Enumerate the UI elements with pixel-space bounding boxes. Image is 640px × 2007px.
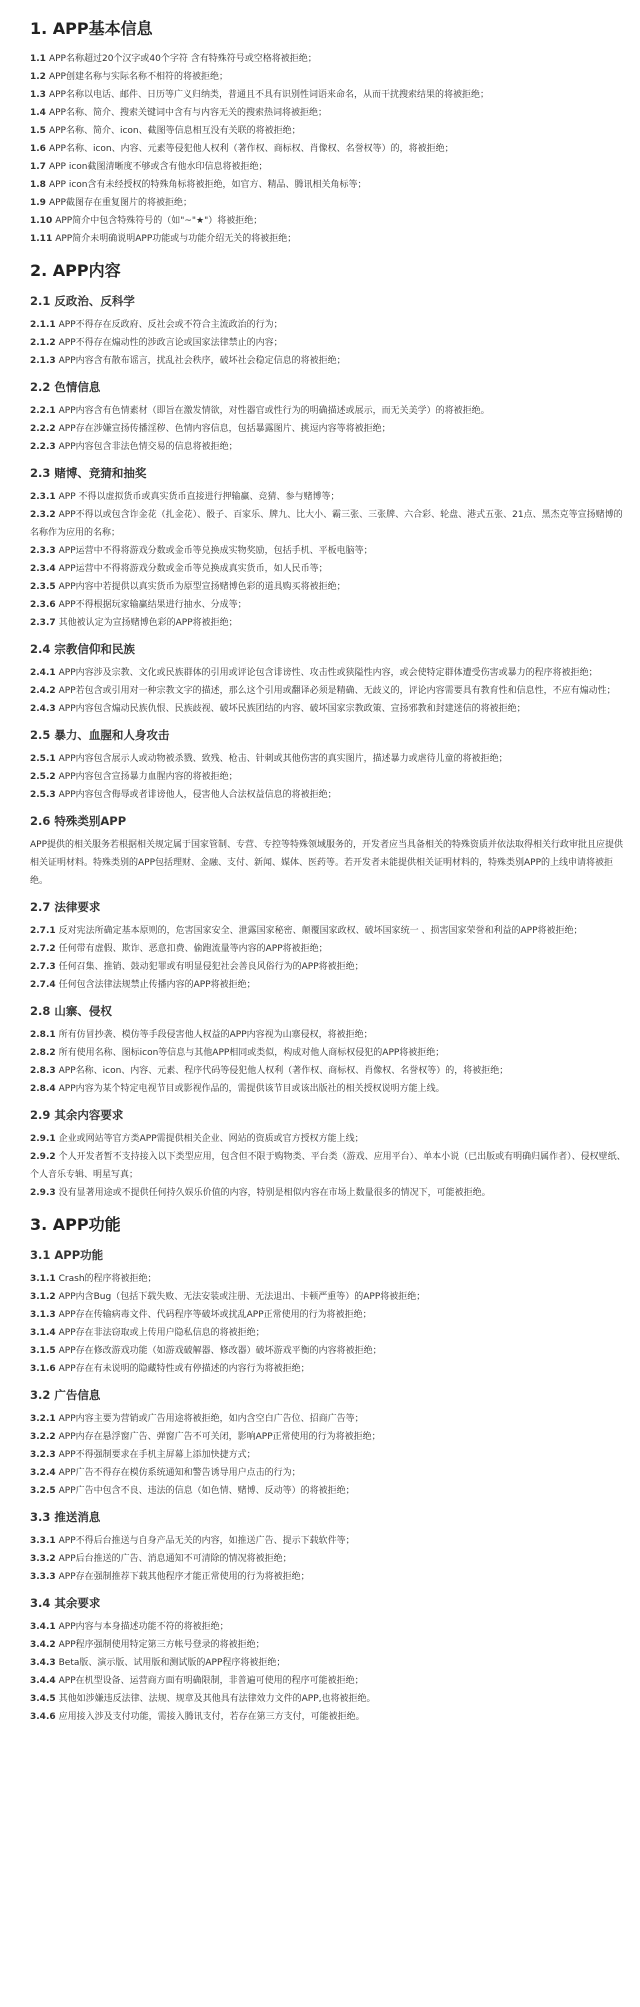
rule-number: 3.3.1: [30, 1536, 56, 1546]
rule-item: [30, 614, 626, 632]
rule-number: 3.2.4: [30, 1468, 56, 1478]
subsection-title: 2.1 反政治、反科学: [30, 294, 135, 308]
rule-text: 任何带有虚假、欺诈、恶意扣费、偷跑流量等内容的APP将被拒绝；: [58, 944, 328, 954]
rule-text: APP内容中若提供以真实货币为原型宣扬赌博色彩的道具购买将被拒绝；: [58, 582, 346, 592]
rule-number: 3.3.3: [30, 1572, 56, 1582]
rule-item: [30, 1044, 626, 1062]
rule-number: 2.1.3: [30, 356, 56, 366]
rule-number: 2.3.6: [30, 600, 56, 610]
subsection: [30, 1106, 626, 1202]
rule-item: [30, 1130, 626, 1148]
rule-item: [30, 420, 626, 438]
rule-item: [30, 1636, 626, 1654]
rule-text: 应用接入涉及支付功能，需接入腾讯支付，若存在第三方支付，可能被拒绝。: [58, 1712, 365, 1722]
rule-text: APP内含Bug（包括下载失败、无法安装或注册、无法退出、卡顿严重等）的APP将被拒绝；: [58, 1292, 426, 1302]
rule-number: 3.2.1: [30, 1414, 56, 1424]
subsection: [30, 292, 626, 370]
rule-number: 2.8.1: [30, 1030, 56, 1040]
rule-item: [30, 1342, 626, 1360]
rule-number: 1.3: [30, 90, 46, 100]
subsection: [30, 1002, 626, 1098]
subsection-title: 3.3 推送消息: [30, 1510, 101, 1524]
rule-text: 任何包含法律法规禁止传播内容的APP将被拒绝；: [58, 980, 256, 990]
rule-text: APP 不得以虚拟货币或真实货币直接进行押输赢、竞猜、参与赌博等；: [58, 492, 340, 502]
rule-text: APP不得后台推送与自身产品无关的内容，如推送广告、提示下载软件等；: [58, 1536, 355, 1546]
rule-item: [30, 1288, 626, 1306]
subsection: [30, 898, 626, 994]
rule-item: [30, 212, 626, 230]
section-title: 2. APP内容: [30, 261, 121, 280]
rule-item: [30, 1324, 626, 1342]
subsection: [30, 464, 626, 632]
rule-text: Beta版、演示版、试用版和测试版的APP程序将被拒绝；: [58, 1658, 286, 1668]
rule-item: [30, 316, 626, 334]
rule-text: Crash的程序将被拒绝；: [58, 1274, 157, 1284]
rule-text: APP在机型设备、运营商方面有明确限制，非普遍可使用的程序可能被拒绝；: [58, 1676, 364, 1686]
rule-number: 3.2.5: [30, 1486, 56, 1496]
rule-item: [30, 1532, 626, 1550]
subsection: [30, 1386, 626, 1500]
subsection-title: 3.2 广告信息: [30, 1388, 101, 1402]
subsection: [30, 1508, 626, 1586]
rule-text: APP内容包含煽动民族仇恨、民族歧视、破坏民族团结的内容、破坏国家宗教政策、宣扬邪教和封建迷信的将被拒绝；: [58, 704, 526, 714]
rule-item: [30, 194, 626, 212]
rule-text: APP名称、简介、icon、截图等信息相互没有关联的将被拒绝；: [48, 126, 301, 136]
rule-number: 1.8: [30, 180, 46, 190]
rule-item: [30, 158, 626, 176]
rule-number: 1.1: [30, 54, 46, 64]
rule-number: 2.4.3: [30, 704, 56, 714]
rule-number: 2.7.4: [30, 980, 56, 990]
subsection-title: 2.9 其余内容要求: [30, 1108, 124, 1122]
rule-item: [30, 1270, 626, 1288]
rule-text: 个人开发者暂不支持接入以下类型应用，包含但不限于购物类、平台类（游戏、应用平台）、单本小说（已出版或有明确归属作者）、侵权壁纸、个人音乐专辑、明星写真；: [30, 1152, 626, 1180]
subsection-title: 3.1 APP功能: [30, 1248, 104, 1262]
rule-item: [30, 940, 626, 958]
rule-text: APP不得存在煽动性的涉政言论或国家法律禁止的内容；: [58, 338, 283, 348]
subsection-title: 2.5 暴力、血腥和人身攻击: [30, 728, 170, 742]
rule-text: 所有仿冒抄袭、模仿等手段侵害他人权益的APP内容视为山寨侵权，将被拒绝；: [58, 1030, 373, 1040]
rule-item: [30, 1708, 626, 1726]
rule-item: [30, 506, 626, 542]
rule-item: [30, 786, 626, 804]
rule-number: 1.9: [30, 198, 46, 208]
section-title: 1. APP基本信息: [30, 19, 153, 38]
rule-text: APP后台推送的广告、消息通知不可清除的情况将被拒绝；: [58, 1554, 292, 1564]
section: [30, 18, 626, 248]
subsection-title: 2.6 特殊类别APP: [30, 814, 127, 828]
rule-number: 1.5: [30, 126, 46, 136]
section: [30, 1214, 626, 1726]
rule-item: [30, 1428, 626, 1446]
rule-text: 其他如涉嫌违反法律、法规、规章及其他具有法律效力文件的APP,也将被拒绝。: [58, 1694, 376, 1704]
rule-number: 2.3.7: [30, 618, 56, 628]
rule-text: APP程序强制使用特定第三方帐号登录的将被拒绝；: [58, 1640, 265, 1650]
rule-item: [30, 1062, 626, 1080]
rule-text: APP存在涉嫌宣扬传播淫秽、色情内容信息，包括暴露图片、挑逗内容等将被拒绝；: [58, 424, 391, 434]
rule-item: [30, 50, 626, 68]
rule-item: [30, 542, 626, 560]
subsection: [30, 812, 626, 890]
rule-number: 3.1.4: [30, 1328, 56, 1338]
rule-item: [30, 86, 626, 104]
rule-number: 2.5.2: [30, 772, 56, 782]
rule-number: 3.3.2: [30, 1554, 56, 1564]
rule-text: APP内容主要为营销或广告用途将被拒绝，如内含空白广告位、招商广告等；: [58, 1414, 364, 1424]
rule-text: APP广告不得存在模仿系统通知和警告诱导用户点击的行为；: [58, 1468, 301, 1478]
rule-number: 1.2: [30, 72, 46, 82]
rule-number: 3.1.2: [30, 1292, 56, 1302]
rule-text: APP创建名称与实际名称不相符的将被拒绝；: [48, 72, 228, 82]
section: [30, 260, 626, 1202]
rule-text: APP名称、简介、搜索关键词中含有与内容无关的搜索热词将被拒绝；: [48, 108, 327, 118]
subsection-title: 2.4 宗教信仰和民族: [30, 642, 135, 656]
subsection: [30, 640, 626, 718]
rule-item: [30, 1026, 626, 1044]
rule-number: 3.4.3: [30, 1658, 56, 1668]
rule-item: [30, 768, 626, 786]
rule-item: [30, 1672, 626, 1690]
subsection: [30, 50, 626, 248]
rule-text: 没有显著用途或不提供任何持久娱乐价值的内容，特别是相似内容在市场上数量很多的情况下，可能被拒绝。: [58, 1188, 491, 1198]
rule-text: 所有使用名称、图标icon等信息与其他APP相同或类似，构成对他人商标权侵犯的APP将被拒绝；: [58, 1048, 445, 1058]
subsection: [30, 378, 626, 456]
rule-number: 2.9.2: [30, 1152, 56, 1162]
rule-text: APP不得根据玩家输赢结果进行抽水、分成等；: [58, 600, 247, 610]
rule-number: 2.4.1: [30, 668, 56, 678]
rule-item: [30, 1654, 626, 1672]
rule-item: [30, 1148, 626, 1184]
rule-item: [30, 352, 626, 370]
rule-number: 2.1.1: [30, 320, 56, 330]
rule-text: APP内容含有色情素材（即旨在激发情欲，对性器官或性行为的明确描述或展示，而无关美学）的将被拒绝。: [58, 406, 490, 416]
rule-text: APP简介未明确说明APP功能或与功能介绍无关的将被拒绝；: [55, 234, 297, 244]
rule-number: 2.3.5: [30, 582, 56, 592]
rule-number: 3.4.4: [30, 1676, 56, 1686]
rule-number: 2.1.2: [30, 338, 56, 348]
rule-number: 3.1.3: [30, 1310, 56, 1320]
rule-item: [30, 122, 626, 140]
rule-item: [30, 438, 626, 456]
rule-number: 2.4.2: [30, 686, 56, 696]
rule-number: 3.4.1: [30, 1622, 56, 1632]
subsection-title: 2.2 色情信息: [30, 380, 101, 394]
rule-text: APP简介中包含特殊符号的（如"~"★"）将被拒绝；: [55, 216, 263, 226]
rule-item: [30, 682, 626, 700]
rule-number: 2.7.1: [30, 926, 56, 936]
rule-text: APP内容包含非法色情交易的信息将被拒绝；: [58, 442, 238, 452]
subsection-title: 2.7 法律要求: [30, 900, 101, 914]
rule-text: APP内容包含侮辱或者诽谤他人，侵害他人合法权益信息的将被拒绝；: [58, 790, 337, 800]
rule-number: 2.8.4: [30, 1084, 56, 1094]
rule-text: 任何召集、推销、鼓动犯罪或有明显侵犯社会善良风俗行为的APP将被拒绝；: [58, 962, 364, 972]
rule-number: 2.2.2: [30, 424, 56, 434]
rule-item: [30, 176, 626, 194]
paragraph: APP提供的相关服务若根据相关规定属于国家管制、专营、专控等特殊领域服务的，开发者应当具备相关的特殊资质并依法取得相关行政审批且应提供相关证明材料。特殊类别的APP包括理财、金融、支付、新闻、媒体、医药等。若开发者未能提供相关证明材料的，特殊类别APP的上线申请将被拒绝。: [30, 840, 624, 886]
subsection: [30, 1246, 626, 1378]
rule-text: APP不得存在反政府、反社会或不符合主流政治的行为；: [58, 320, 283, 330]
rule-text: APP存在传输病毒文件、代码程序等破坏或扰乱APP正常使用的行为将被拒绝；: [58, 1310, 372, 1320]
rule-item: [30, 922, 626, 940]
subsection-title: 2.8 山寨、侵权: [30, 1004, 112, 1018]
rule-text: APP不得以或包含诈金花（扎金花）、骰子、百家乐、牌九、比大小、霸三张、三张牌、六合彩、轮盘、港式五张、21点、黑杰克等宣扬赌博的名称作为应用的名称；: [30, 510, 623, 538]
rule-number: 2.3.1: [30, 492, 56, 502]
rule-number: 2.8.2: [30, 1048, 56, 1058]
rule-item: [30, 1690, 626, 1708]
rule-text: 企业或网站等官方类APP需提供相关企业、网站的资质或官方授权方能上线；: [58, 1134, 364, 1144]
rule-text: 反对宪法所确定基本原则的，危害国家安全、泄露国家秘密、颠覆国家政权、破坏国家统一 、损害国家荣誉和利益的APP将被拒绝；: [58, 926, 583, 936]
rule-number: 2.5.1: [30, 754, 56, 764]
rule-text: APP内容包含展示人或动物被杀戮、致残、枪击、针刺或其他伤害的真实图片，描述暴力或虐待儿童的将被拒绝；: [58, 754, 508, 764]
rule-number: 2.5.3: [30, 790, 56, 800]
rule-number: 2.8.3: [30, 1066, 56, 1076]
rule-text: APP存在强制推荐下载其他程序才能正常使用的行为将被拒绝；: [58, 1572, 310, 1582]
rule-item: [30, 68, 626, 86]
rule-item: [30, 104, 626, 122]
rule-number: 3.2.3: [30, 1450, 56, 1460]
rule-number: 3.4.6: [30, 1712, 56, 1722]
rule-item: [30, 578, 626, 596]
rule-number: 2.3.2: [30, 510, 56, 520]
rule-text: APP icon截图清晰度不够或含有他水印信息将被拒绝；: [48, 162, 268, 172]
rule-text: APP内容与本身描述功能不符的将被拒绝；: [58, 1622, 229, 1632]
rule-item: [30, 958, 626, 976]
rule-text: APP内容包含宣扬暴力血腥内容的将被拒绝；: [58, 772, 238, 782]
rule-item: [30, 1360, 626, 1378]
rule-text: APP运营中不得将游戏分数或金币等兑换成真实货币，如人民币等；: [58, 564, 328, 574]
rule-item: [30, 230, 626, 248]
rule-item: [30, 596, 626, 614]
rule-item: [30, 976, 626, 994]
rule-text: APP存在有未说明的隐藏特性或有停描述的内容行为将被拒绝；: [58, 1364, 310, 1374]
rule-number: 2.2.1: [30, 406, 56, 416]
rule-number: 1.10: [30, 216, 53, 226]
rule-text: APP存在修改游戏功能（如游戏破解器、修改器）破坏游戏平衡的内容将被拒绝；: [58, 1346, 382, 1356]
rule-number: 2.3.4: [30, 564, 56, 574]
section-title: 3. APP功能: [30, 1215, 121, 1234]
rule-text: APP若包含或引用对一种宗教文字的描述，那么这个引用或翻译必须是精确、无歧义的，评论内容需要具有教育性和信息性，不应有煽动性；: [58, 686, 616, 696]
rule-number: 3.1.1: [30, 1274, 56, 1284]
rule-item: [30, 1410, 626, 1428]
rule-text: APP icon含有未经授权的特殊角标将被拒绝，如官方、精品、腾讯相关角标等；: [48, 180, 367, 190]
rule-number: 1.7: [30, 162, 46, 172]
rule-text: 其他被认定为宣扬赌博色彩的APP将被拒绝；: [58, 618, 238, 628]
rule-text: APP名称超过20个汉字或40个字符 含有特殊符号或空格将被拒绝；: [48, 54, 317, 64]
rule-item: [30, 560, 626, 578]
rule-number: 3.4.5: [30, 1694, 56, 1704]
rule-number: 1.11: [30, 234, 53, 244]
subsection: [30, 726, 626, 804]
rule-item: [30, 1618, 626, 1636]
rule-item: [30, 1550, 626, 1568]
rule-text: APP名称、icon、内容、元素等侵犯他人权利（著作权、商标权、肖像权、名誉权等）的，将被拒绝；: [48, 144, 454, 154]
rule-item: [30, 334, 626, 352]
rule-item: [30, 1080, 626, 1098]
rule-text: APP不得强制要求在手机主屏幕上添加快捷方式；: [58, 1450, 256, 1460]
rule-item: [30, 1482, 626, 1500]
rule-item: [30, 664, 626, 682]
rule-text: APP名称以电话、邮件、日历等广义归纳类，普通且不具有识别性词语来命名，从而干扰搜索结果的将被拒绝；: [48, 90, 489, 100]
rule-item: [30, 700, 626, 718]
subsection: [30, 1594, 626, 1726]
rule-item: [30, 1446, 626, 1464]
rule-text: APP内容为某个特定电视节目或影视作品的，需提供该节目或该出版社的相关授权说明方能上线。: [58, 1084, 445, 1094]
rule-number: 3.1.6: [30, 1364, 56, 1374]
rule-text: APP内容涉及宗教、文化或民族群体的引用或评论包含诽谤性、攻击性或狭隘性内容，或会使特定群体遭受伤害或暴力的程序将被拒绝；: [58, 668, 598, 678]
rule-number: 2.3.3: [30, 546, 56, 556]
rule-text: APP内容含有散布谣言，扰乱社会秩序，破坏社会稳定信息的将被拒绝；: [58, 356, 346, 366]
rule-number: 2.9.3: [30, 1188, 56, 1198]
subsection-title: 2.3 赌博、竞猜和抽奖: [30, 466, 147, 480]
rule-number: 2.7.3: [30, 962, 56, 972]
rule-text: APP运营中不得将游戏分数或金币等兑换成实物奖励，包括手机、平板电脑等；: [58, 546, 373, 556]
rule-number: 3.4.2: [30, 1640, 56, 1650]
rule-item: [30, 402, 626, 420]
rule-number: 3.2.2: [30, 1432, 56, 1442]
rule-item: [30, 140, 626, 158]
rule-number: 3.1.5: [30, 1346, 56, 1356]
rule-item: [30, 488, 626, 506]
rule-text: APP截图存在重复图片的将被拒绝；: [48, 198, 192, 208]
rule-text: APP名称、icon、内容、元素、程序代码等侵犯他人权利（著作权、商标权、肖像权、名誉权等）的，将被拒绝；: [58, 1066, 509, 1076]
subsection-title: 3.4 其余要求: [30, 1596, 101, 1610]
rule-number: 2.2.3: [30, 442, 56, 452]
rule-number: 2.7.2: [30, 944, 56, 954]
rule-item: [30, 1184, 626, 1202]
rule-item: [30, 1568, 626, 1586]
rule-number: 2.9.1: [30, 1134, 56, 1144]
rule-text: APP内存在悬浮窗广告、弹窗广告不可关闭，影响APP正常使用的行为将被拒绝；: [58, 1432, 381, 1442]
rule-text: APP存在非法窃取或上传用户隐私信息的将被拒绝；: [58, 1328, 265, 1338]
rule-number: 1.4: [30, 108, 46, 118]
rule-item: [30, 750, 626, 768]
rule-item: [30, 1464, 626, 1482]
rule-text: APP广告中包含不良、违法的信息（如色情、赌博、反动等）的将被拒绝；: [58, 1486, 355, 1496]
rule-item: [30, 1306, 626, 1324]
rule-number: 1.6: [30, 144, 46, 154]
